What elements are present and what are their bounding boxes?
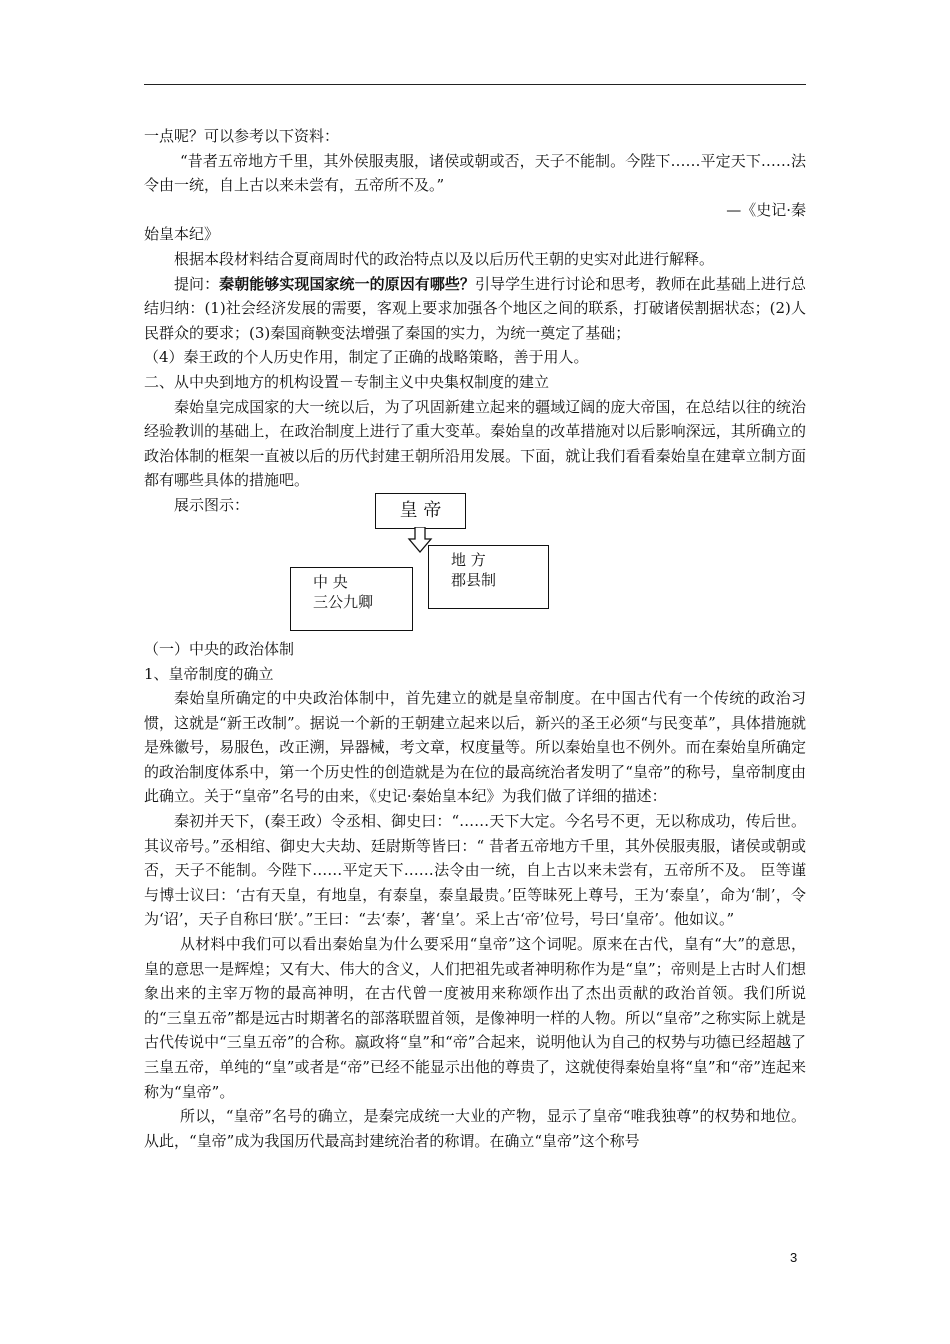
- central-box: [290, 567, 413, 631]
- central-system: 三公九卿: [313, 592, 374, 611]
- header-rule: [144, 84, 806, 85]
- quotation-paragraph: 秦初并天下，(秦王政）令丞相、御史曰：“……天下大定。今名号不更，无以称成功，传后世。其议帝号。”丞相绾、御史大夫劫、廷尉斯等皆曰：“ 昔者五帝地方千里，其外侯服夷服，诸侯或朝或否，天子不能制。今陛下……平定天下……法令由一统，自上古以来未尝有，五帝所不及。 臣等谨与博士议曰：‘古有天皇，有地皇，有泰皇，泰皇最贵。’臣等昧死上尊号，王为‘泰皇’，命为‘制’，令为‘诏’，天子自称曰‘朕’。”王曰：“去‘泰’，著‘皇’。采上古‘帝’位号，号曰‘皇帝’。他如议。”: [144, 812, 806, 929]
- quotation-source: —《史记·秦: [726, 200, 806, 219]
- local-title: 地 方: [451, 550, 486, 569]
- local-box: [428, 545, 549, 609]
- question-paragraph: [144, 272, 806, 346]
- paragraph: 根据本段材料结合夏商周时代的政治特点以及以后历代王朝的史实对此进行解释。: [174, 249, 715, 268]
- central-title: 中 央: [313, 572, 348, 591]
- subsection-heading: 1、皇帝制度的确立: [144, 664, 274, 683]
- paragraph: 秦始皇所确定的中央政治体制中，首先建立的就是皇帝制度。在中国古代有一个传统的政治习惯，这就是“新王改制”。据说一个新的王朝建立起来以后，新兴的圣王必须“与民变革”，具体措施就是殊徽号，易服色，改正溯，异器械，考文章，权度量等。所以秦始皇也不例外。而在秦始皇所确定的政治制度体系中，第一个历史性的创造就是为在位的最高统治者发明了“皇帝”的称号，皇帝制度由此确立。关于“皇帝”名号的由来，《史记·秦始皇本纪》为我们做了详细的描述：: [144, 689, 806, 806]
- quotation-source-cont: 始皇本纪》: [144, 225, 220, 244]
- document-body: [144, 124, 806, 1153]
- paragraph: 所以，“皇帝”名号的确立，是秦完成统一大业的产物，显示了皇帝“唯我独尊”的权势和地位。从此，“皇帝”成为我国历代最高封建统治者的称谓。在确立“皇帝”这个称号: [144, 1107, 806, 1150]
- emperor-box: 皇 帝: [375, 493, 466, 529]
- structure-diagram: [144, 493, 806, 637]
- paragraph: 从材料中我们可以看出秦始皇为什么要采用“皇帝”这个词呢。原来在古代，皇有“大”的意思，皇的意思一是辉煌；又有大、伟大的含义，人们把祖先或者神明称作为是“皇”；帝则是上古时人们想象出来的主宰万物的最高神明，在古代曾一度被用来称颂作出了杰出贡献的政治首领。我们所说的“三皇五帝”都是远古时期著名的部落联盟首领，是像神明一样的人物。所以“皇帝”之称实际上就是古代传说中“三皇五帝”的合称。嬴政将“皇”和“帝”合起来，说明他认为自己的权势与功德已经超越了三皇五帝，单纯的“皇”或者是“帝”已经不能显示出他的尊贵了，这就使得秦始皇将“皇”和“帝”连起来称为“皇帝”。: [144, 935, 806, 1101]
- diagram-label: 展示图示：: [174, 495, 250, 514]
- paragraph: 一点呢？可以参考以下资料：: [144, 127, 340, 145]
- question-bold: 秦朝能够实现国家统一的原因有哪些？: [219, 274, 475, 293]
- local-system: 郡县制: [451, 570, 497, 589]
- question-rest: 引导学生进行讨论和思考，教师在此基础上进行总结归纳：(1)社会经济发展的需要，客观上要求加强各个地区之间的联系，打破诸侯割据状态；(2)人民群众的要求；(3)秦国商鞅变法增强了秦国的实力，为统一奠定了基础；: [144, 274, 806, 342]
- paragraph: 秦始皇完成国家的大一统以后，为了巩固新建立起来的疆域辽阔的庞大帝国，在总结以往的统治经验教训的基础上，在政治制度上进行了重大变革。秦始皇的改革措施对以后影响深远，其所确立的政治体制的框架一直被以后的历代封建王朝所沿用发展。下面，就让我们看看秦始皇在建章立制方面都有哪些具体的措施吧。: [144, 397, 806, 490]
- page-number: 3: [790, 1250, 798, 1265]
- paragraph: （4）秦王政的个人历史作用，制定了正确的战略策略，善于用人。: [144, 348, 589, 367]
- down-arrow-icon: [407, 527, 433, 553]
- section-heading: 二、从中央到地方的机构设置－专制主义中央集权制度的建立: [144, 372, 550, 391]
- quotation: “昔者五帝地方千里，其外侯服夷服，诸侯或朝或否，天子不能制。今陛下……平定天下……法令由一统，自上古以来未尝有，五帝所不及。”: [144, 151, 806, 195]
- subsection-heading: （一）中央的政治体制: [144, 639, 295, 658]
- question-prefix: 提问：: [174, 274, 220, 293]
